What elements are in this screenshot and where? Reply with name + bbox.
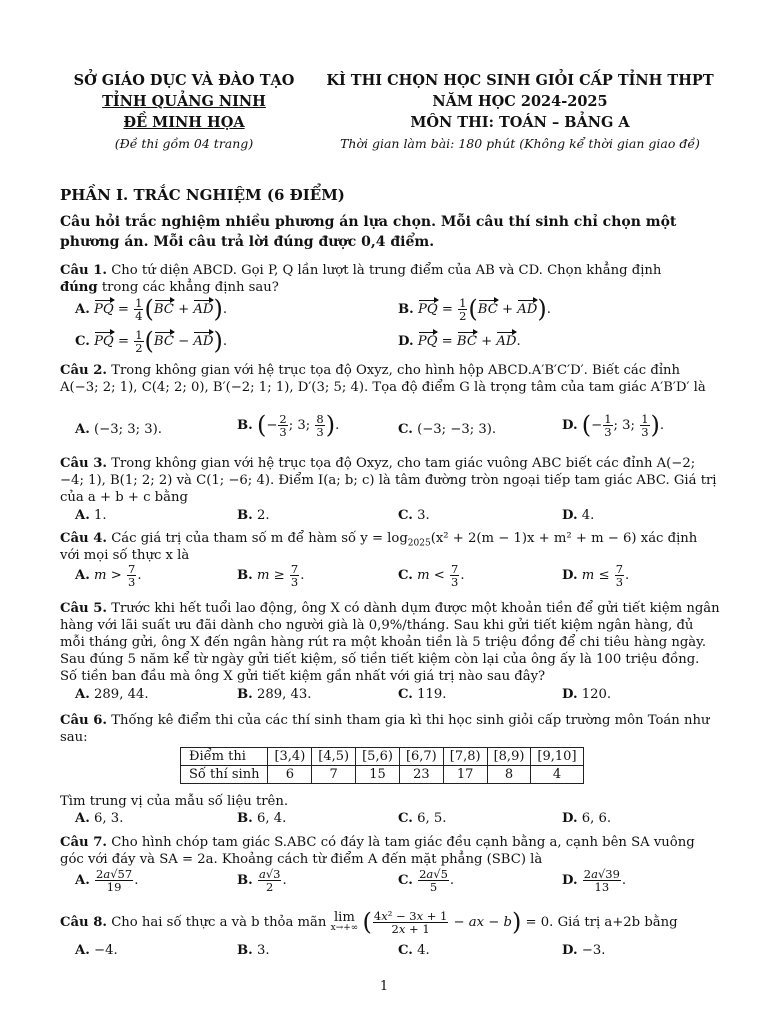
- q6-option-c[interactable]: [398, 810, 446, 827]
- option-letter: D.: [562, 508, 578, 523]
- exam-name: KÌ THI CHỌN HỌC SINH GIỎI CẤP TỈNH THPT: [326, 72, 714, 89]
- section-title: PHẦN I. TRẮC NGHIỆM (6 ĐIỂM): [60, 186, 345, 204]
- log-base: 2025: [407, 538, 431, 549]
- option-text: 6, 5.: [417, 811, 447, 826]
- option-letter: C.: [398, 943, 413, 958]
- option-letter: D.: [562, 568, 578, 583]
- option-text: 4.: [417, 943, 430, 958]
- score-frequency-table: [180, 747, 584, 784]
- option-text: 6, 3.: [94, 811, 124, 826]
- option-letter: C.: [398, 422, 413, 437]
- question-1: [60, 262, 720, 296]
- section-intro: Câu hỏi trắc nghiệm nhiều phương án lựa chọn. Mỗi câu thí sinh chỉ chọn một phương án. Mỗi câu trả lời đúng được 0,4 điểm.: [60, 214, 677, 250]
- q8-option-a[interactable]: [75, 942, 118, 959]
- option-text: 6, 6.: [581, 811, 612, 826]
- option-letter: D.: [562, 811, 578, 826]
- q4-option-a[interactable]: A. m > $\frac{7}{3}$ .: [75, 562, 142, 589]
- q2-option-c[interactable]: [398, 421, 496, 438]
- option-letter: D.: [562, 943, 578, 958]
- question-4-text: Các giá trị của tham số m để hàm số y = log: [111, 531, 408, 546]
- option-letter: A.: [75, 873, 90, 888]
- q5-option-c[interactable]: [398, 686, 446, 703]
- option-text: 289, 44.: [94, 687, 149, 702]
- question-4: [60, 530, 720, 564]
- q1-option-b[interactable]: B. PQ = $\frac{1}{2}$ (BC + AD).: [398, 295, 551, 323]
- question-4-label: Câu 4.: [60, 531, 107, 546]
- question-5-text: Trước khi hết tuổi lao động, ông X có dành dụm được một khoản tiền để gửi tiết kiệm ngân hàng với lãi suất ưu đãi dành cho người già là 0,9%/tháng. Sau khi gửi tiết kiệm ngân hàng, đủ mỗi tháng gửi, ông X đến ngân hàng rút ra một khoản tiền là 5 triệu đồng để chi tiêu hàng ngày. Sau đúng 5 năm kể từ ngày gửi tiết kiệm, số tiền tiết kiệm còn lại của ông ấy là 100 triệu đồng. Số tiền ban đầu mà ông X gửi tiết kiệm gần nhất với giá trị nào sau đây?: [60, 601, 720, 684]
- option-letter: C.: [398, 687, 413, 702]
- option-letter: C.: [398, 508, 413, 523]
- option-letter: A.: [75, 302, 90, 317]
- question-5-label: Câu 5.: [60, 601, 107, 616]
- q3-option-c[interactable]: [398, 507, 430, 524]
- question-6-label: Câu 6.: [60, 713, 107, 728]
- table-cell: 6: [268, 766, 312, 784]
- q6-option-b[interactable]: [237, 810, 286, 827]
- table-row: [181, 748, 584, 766]
- question-1-label: Câu 1.: [60, 263, 107, 278]
- table-row: [181, 766, 584, 784]
- option-letter: B.: [237, 418, 253, 433]
- option-text: (−3; 3; 3).: [94, 422, 163, 437]
- table-cell: 4: [531, 766, 583, 784]
- q5-option-b[interactable]: [237, 686, 311, 703]
- question-6: [60, 712, 720, 746]
- option-letter: D.: [562, 687, 578, 702]
- q1-option-a[interactable]: A. PQ = $\frac{1}{4}$ (BC + AD).: [75, 295, 228, 323]
- q7-option-b[interactable]: B. $\frac{a√3}{2}$ .: [237, 867, 287, 894]
- option-letter: D.: [398, 334, 414, 349]
- question-3: [60, 455, 720, 506]
- school-year: NĂM HỌC 2024-2025: [432, 93, 608, 110]
- header-left: [60, 70, 308, 154]
- question-3-label: Câu 3.: [60, 456, 107, 471]
- question-7-label: Câu 7.: [60, 835, 107, 850]
- option-letter: D.: [562, 873, 578, 888]
- department-name: SỞ GIÁO DỤC VÀ ĐÀO TẠO: [73, 72, 295, 89]
- option-letter: C.: [398, 873, 413, 888]
- question-8-text-b: = 0. Giá trị a+2b bằng: [525, 915, 678, 930]
- option-letter: B.: [237, 873, 253, 888]
- q2-option-b[interactable]: B. (− $\frac{2}{3}$ ; 3; $\frac{8}{3}$ ).: [237, 411, 340, 439]
- option-text: 289, 43.: [256, 687, 312, 702]
- table-cell: [7,8): [443, 748, 487, 766]
- option-letter: A.: [75, 811, 90, 826]
- table-cell: [5,6): [356, 748, 400, 766]
- q3-option-a[interactable]: [75, 507, 107, 524]
- q8-option-d[interactable]: [562, 942, 605, 959]
- table-cell: 17: [443, 766, 487, 784]
- question-8-label: Câu 8.: [60, 915, 107, 930]
- option-text: 119.: [417, 687, 447, 702]
- q4-option-d[interactable]: D. m ≤ $\frac{7}{3}$ .: [562, 562, 630, 589]
- question-7: [60, 834, 720, 868]
- question-2-label: Câu 2.: [60, 363, 107, 378]
- q5-option-a[interactable]: [75, 686, 149, 703]
- option-text: (−3; −3; 3).: [417, 422, 497, 437]
- q8-option-b[interactable]: [237, 942, 270, 959]
- question-4-text-b: (x² + 2(m − 1)x + m² + m − 6) xác định: [430, 531, 698, 546]
- option-letter: B.: [398, 302, 414, 317]
- option-letter: B.: [237, 687, 253, 702]
- question-4-text-c: với mọi số thực x là: [60, 548, 190, 563]
- option-letter: D.: [562, 418, 578, 433]
- q2-option-d[interactable]: D. (− $\frac{1}{3}$ ; 3; $\frac{1}{3}$ ).: [562, 411, 665, 439]
- q6-option-a[interactable]: [75, 810, 123, 827]
- option-letter: C.: [398, 811, 413, 826]
- q4-option-b[interactable]: B. m ≥ $\frac{7}{3}$ .: [237, 562, 305, 589]
- table-cell: [6,7): [399, 748, 443, 766]
- option-text: −4.: [94, 943, 118, 958]
- option-letter: A.: [75, 568, 90, 583]
- option-letter: C.: [398, 568, 413, 583]
- question-7-text: Cho hình chóp tam giác S.ABC có đáy là tam giác đều cạnh bằng a, cạnh bên SA vuông góc với đáy và SA = 2a. Khoảng cách từ điểm A đến mặt phẳng (SBC) là: [60, 835, 695, 867]
- table-cell: [9,10]: [531, 748, 583, 766]
- q6-option-d[interactable]: [562, 810, 611, 827]
- limit-word: lim: [333, 909, 355, 925]
- question-1-text: Cho tứ diện ABCD. Gọi P, Q lần lượt là trung điểm của AB và CD. Chọn khẳng định: [111, 263, 662, 278]
- question-1-text-end: trong các khẳng định sau?: [97, 280, 279, 295]
- option-text: 1.: [94, 508, 107, 523]
- page-number: 1: [379, 979, 389, 994]
- option-text: −3.: [581, 943, 606, 958]
- subject-line: MÔN THI: TOÁN – BẢNG A: [410, 114, 630, 131]
- question-2-text: Trong không gian với hệ trục tọa độ Oxyz, cho hình hộp ABCD.A′B′C′D′. Biết các đỉnh A(−3; 2; 1), C(4; 2; 0), B′(−2; 1; 1), D′(3; 5; 4). Tọa độ điểm G là trọng tâm của tam giác A′B′D′ là: [60, 363, 706, 395]
- question-6-text: Thống kê điểm thi của các thí sinh tham gia kì thi học sinh giỏi cấp trường môn Toán như sau:: [60, 713, 710, 745]
- header-right: [322, 70, 718, 154]
- q4-option-c[interactable]: C. m < $\frac{7}{3}$ .: [398, 562, 465, 589]
- option-text: 6, 4.: [256, 811, 287, 826]
- question-1-emphasis: đúng: [60, 280, 98, 295]
- table-cell: 7: [312, 766, 356, 784]
- q3-option-d[interactable]: [562, 507, 594, 524]
- q3-option-b[interactable]: [237, 507, 270, 524]
- option-letter: B.: [237, 811, 253, 826]
- q2-option-a[interactable]: [75, 421, 162, 438]
- option-text: 3.: [256, 943, 270, 958]
- province-name: TỈNH QUẢNG NINH: [102, 93, 266, 110]
- option-letter: A.: [75, 422, 90, 437]
- table-cell: 8: [487, 766, 531, 784]
- question-3-text: Trong không gian với hệ trục tọa độ Oxyz, cho tam giác vuông ABC biết các đỉnh A(−2; −4; 1), B(1; 2; 2) và C(1; −6; 4). Điểm I(a; b; c) là tâm đường tròn ngoại tiếp tam giác ABC. Giá trị của a + b + c bằng: [60, 456, 717, 505]
- option-letter: B.: [237, 568, 253, 583]
- question-8-text: Cho hai số thực a và b thỏa mãn: [111, 915, 327, 930]
- limit-subscript: x→+∞: [330, 922, 359, 933]
- table-cell: Điểm thi: [181, 748, 268, 766]
- q7-option-c[interactable]: C. $\frac{2a√5}{5}$ .: [398, 867, 455, 894]
- option-letter: B.: [237, 943, 253, 958]
- q5-option-d[interactable]: [562, 686, 611, 703]
- table-cell: Số thí sinh: [181, 766, 268, 784]
- option-letter: A.: [75, 943, 90, 958]
- q1-option-c[interactable]: C. PQ = $\frac{1}{2}$ (BC − AD).: [75, 327, 228, 355]
- pages-note: (Đề thi gồm 04 trang): [114, 136, 254, 151]
- option-letter: A.: [75, 687, 90, 702]
- option-text: 4.: [581, 508, 595, 523]
- option-text: 2.: [256, 508, 270, 523]
- q1-option-d[interactable]: D. PQ = BC + AD.: [398, 334, 521, 349]
- time-note: Thời gian làm bài: 180 phút (Không kể thời gian giao đề): [340, 136, 700, 151]
- table-cell: [4,5): [312, 748, 356, 766]
- question-8: Câu 8. Cho hai số thực a và b thỏa mãn lim x→+∞ ( $\frac{\text{4x² − 3x + 1}}{2x + 1}$ − ax − b) = 0. Giá trị a+2b bằng: [60, 908, 678, 936]
- option-text: 120.: [581, 687, 612, 702]
- table-cell: 15: [356, 766, 400, 784]
- q8-option-c[interactable]: [398, 942, 430, 959]
- q7-option-d[interactable]: D. $\frac{2a√39}{13}$ .: [562, 867, 627, 894]
- limit-symbol: [330, 909, 359, 934]
- option-text: 3.: [417, 508, 430, 523]
- option-letter: C.: [75, 334, 90, 349]
- question-6-prompt: Tìm trung vị của mẫu số liệu trên.: [60, 794, 289, 809]
- table-cell: [8,9): [487, 748, 531, 766]
- q7-option-a[interactable]: A. $\frac{2a√57}{19}$ .: [75, 867, 139, 894]
- option-letter: B.: [237, 508, 253, 523]
- question-5: [60, 600, 720, 685]
- table-cell: [3,4): [268, 748, 312, 766]
- question-2: [60, 362, 720, 396]
- document-type: ĐỀ MINH HỌA: [123, 114, 245, 131]
- table-cell: 23: [399, 766, 443, 784]
- option-letter: A.: [75, 508, 90, 523]
